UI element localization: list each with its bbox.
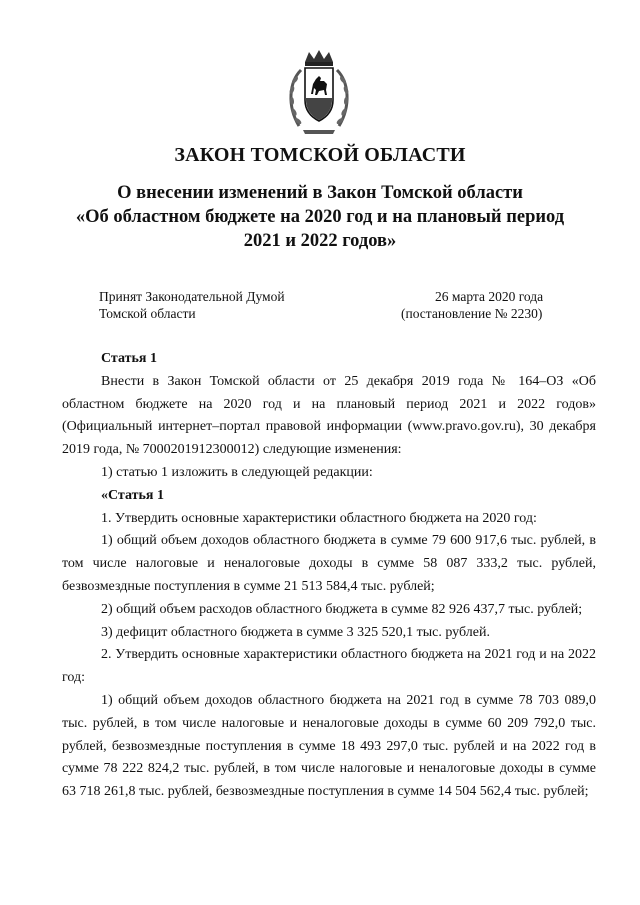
tomsk-coat-of-arms-icon [283,48,355,140]
paragraph-amendment-intro: Внести в Закон Томской области от 25 декабря 2019 года № 164–ОЗ «Об областном бюджете на 2020 год и на плановый период 2021 и 2022 годов» (Официальный интернет–портал правовой информации (www.pravo.gov.ru), 30 декабря 2019 года, № 7000201912300012) следующие изменения: [62,373,596,458]
adopted-by-line-2: Томской области [99,306,196,321]
quoted-article-heading: «Статья 1 [101,487,164,503]
paragraph-2020-deficit: 3) дефицит областного бюджета в сумме 3 325 520,1 тыс. рублей. [101,624,490,640]
paragraph-2021-2022-revenue: 1) общий объем доходов областного бюджета на 2021 год в сумме 78 703 089,0 тыс. рублей, в том числе налоговые и неналоговые доходы в сумме 60 209 792,0 тыс. рублей, безвозмездные поступления в сумме 18 493 297,0 тыс. рублей и на 2022 год в сумме 78 222 824,2 тыс. рублей, в том числе налоговые и неналоговые доходы в сумме 63 718 261,8 тыс. рублей, безвозмездные поступления в сумме 14 504 562,4 тыс. рублей; [62,692,596,800]
law-subtitle-line-2: «Об областном бюджете на 2020 год и на плановый период [75,207,565,227]
law-body [62,348,596,804]
article-heading: Статья 1 [101,351,157,366]
paragraph-2020-revenue: 1) общий объем доходов областного бюджета в сумме 79 600 917,6 тыс. рублей, в том числе налоговые и неналоговые доходы в сумме 58 087 333,2 тыс. рублей, безвозмездные поступления в сумме 21 513 584,4 тыс. рублей; [62,533,596,594]
paragraph-article-1-restatement: 1) статью 1 изложить в следующей редакции: [101,464,373,480]
adoption-date: 26 марта 2020 года [435,289,544,304]
law-title: ЗАКОН ТОМСКОЙ ОБЛАСТИ [174,144,466,166]
paragraph-2020-characteristics: 1. Утвердить основные характеристики областного бюджета на 2020 год: [101,510,537,526]
law-subtitle-line-1: О внесении изменений в Закон Томской области [117,183,523,203]
paragraph-2020-expenditure: 2) общий объем расходов областного бюджета в сумме 82 926 437,7 тыс. рублей; [101,601,583,617]
law-subtitle-line-3: 2021 и 2022 годов» [243,231,397,251]
adopted-by-line-1: Принят Законодательной Думой [99,289,285,304]
resolution-number: (постановление № 2230) [401,306,543,321]
paragraph-2021-2022-characteristics: 2. Утвердить основные характеристики областного бюджета на 2021 год и на 2022 год: [62,647,596,686]
